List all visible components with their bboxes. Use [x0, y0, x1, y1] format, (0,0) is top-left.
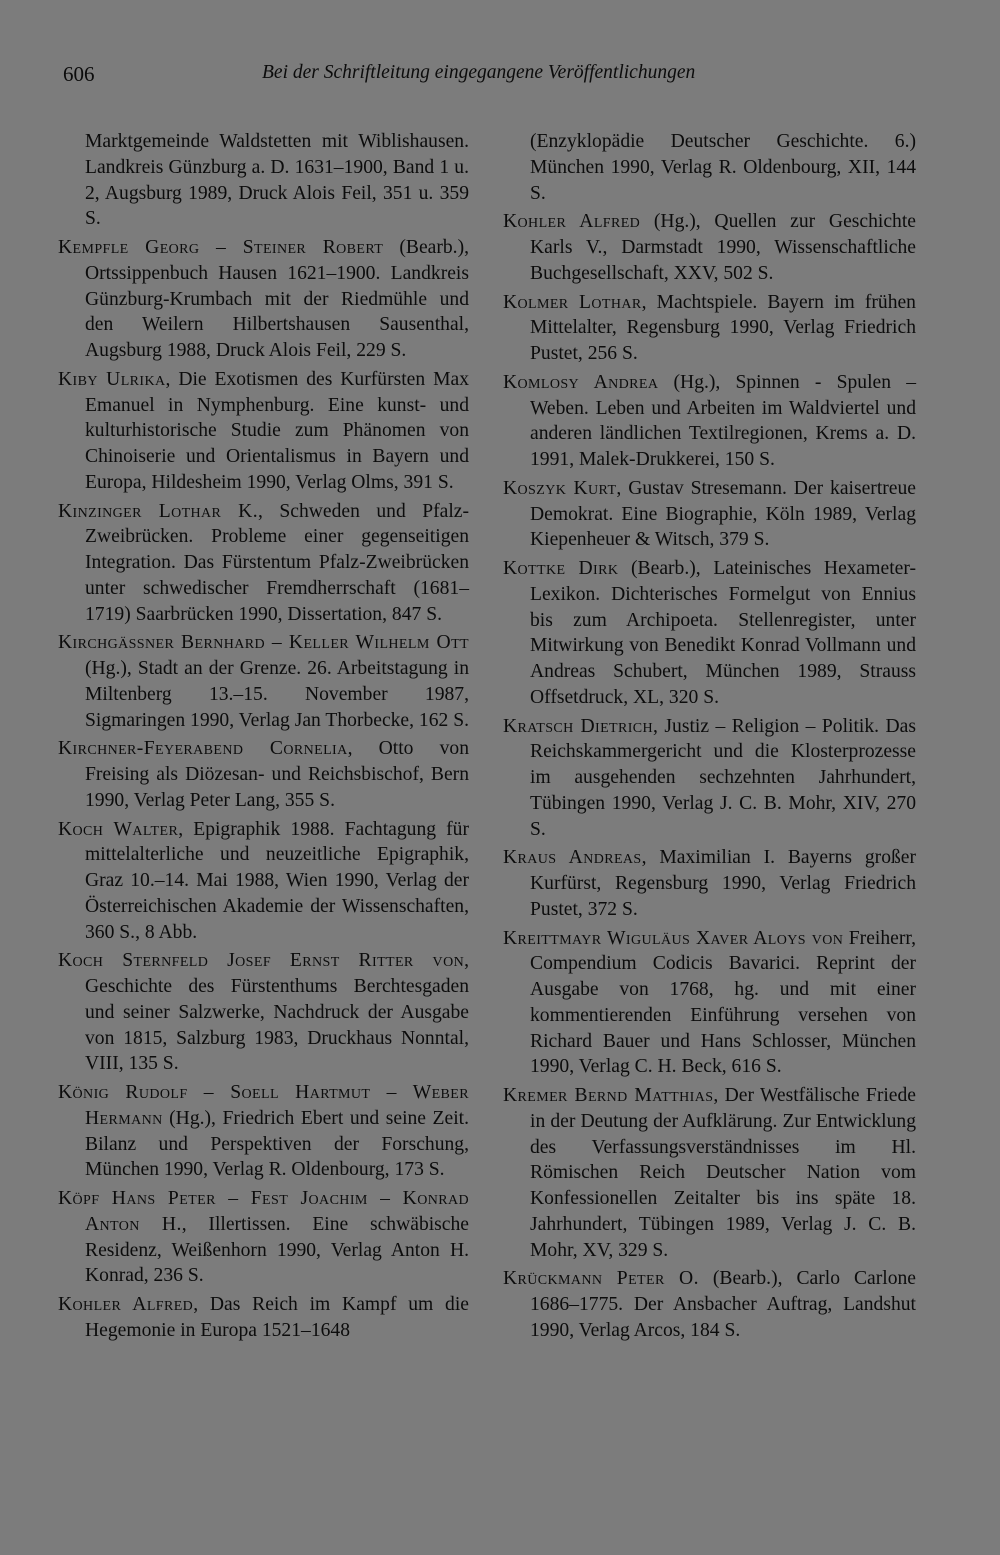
bibliography-entry	[58, 367, 469, 496]
entry-text: (Hg.), Stadt an der Grenze. 26. Arbeitstagung in Miltenberg 13.–15. November 1987, Sigmaringen 1990, Verlag Jan Thorbecke, 162 S.	[85, 658, 470, 731]
bibliography-entry	[58, 1186, 469, 1289]
entry-author: Krückmann Peter O.	[503, 1268, 699, 1290]
entry-text: (Bearb.), Lateinisches Hexameter-Lexikon. Dichterisches Formelgut von Ennius bis zum Archipoeta. Stellenregister, unter Mitwirkung von Benedikt Konrad Vollmann und Andreas Schubert, München 1989, Strauss Offsetdruck, XL, 320 S.	[530, 558, 916, 708]
entry-author: Koch Sternfeld Josef Ernst Ritter von	[58, 950, 465, 972]
bibliography-entry	[503, 1083, 916, 1263]
entry-text: (Enzyklopädie Deutscher Geschichte. 6.) München 1990, Verlag R. Oldenbourg, XII, 144 S.	[530, 131, 916, 204]
entry-text: Marktgemeinde Waldstetten mit Wiblishausen. Landkreis Günzburg a. D. 1631–1900, Band 1 u. 2, Augsburg 1989, Druck Alois Feil, 351 u. 359 S.	[85, 131, 469, 230]
entry-author: Kremer Bernd Matthias	[503, 1085, 714, 1106]
entry-text: , Der Westfälische Friede in der Deutung der Aufklärung. Zur Entwicklung des Verfassungsverständnisses im Hl. Römischen Reich Deutscher Nation vom Konfessionellen Zeitalter bis ins späte 18. Jahrhundert, Tübingen 1989, Verlag J. C. B. Mohr, XV, 329 S.	[530, 1085, 916, 1261]
bibliography-entry	[503, 926, 916, 1081]
entry-author: Kohler Alfred	[503, 211, 641, 233]
entry-text: , Gustav Stresemann. Der kaisertreue Demokrat. Eine Biographie, Köln 1989, Verlag Kiepenheuer & Witsch, 379 S.	[530, 477, 916, 551]
bibliography-entry	[58, 736, 469, 813]
bibliography-entry	[503, 370, 916, 473]
entry-text: , Justiz – Religion – Politik. Das Reichskammergericht und die Klosterprozesse im ausgehenden sechzehnten Jahrhundert, Tübingen 1990, Verlag J. C. B. Mohr, XIV, 270 S.	[530, 715, 916, 840]
entry-text: , Epigraphik 1988. Fachtagung für mittelalterliche und neuzeitliche Epigraphik, Graz 10.–14. Mai 1988, Wien 1990, Verlag der Österreichischen Akademie der Wissenschaften, 360 S., 8 Abb.	[85, 818, 470, 943]
entry-author: Komlosy Andrea	[503, 371, 659, 393]
bibliography-entry	[503, 209, 916, 286]
bibliography-entry	[503, 476, 916, 553]
bibliography-entry	[503, 556, 916, 711]
entry-author: Kraus Andreas	[503, 847, 642, 869]
entry-author: Koch Walter	[58, 818, 179, 840]
entry-text: , Die Exotismen des Kurfürsten Max Emanuel in Nymphenburg. Eine kunst- und kulturhistorische Studie zum Phänomen von Chinoiserie und Orientalismus in Bayern und Europa, Hildesheim 1990, Verlag Olms, 391 S.	[85, 368, 469, 493]
bibliography-entry	[503, 129, 916, 206]
entry-author: Kolmer Lothar	[503, 291, 642, 313]
entry-text: , Maximilian I. Bayerns großer Kurfürst, Regensburg 1990, Verlag Friedrich Pustet, 372 S.	[530, 847, 917, 920]
entry-author: Koszyk Kurt	[503, 477, 617, 499]
bibliography-entry	[58, 235, 469, 364]
entry-text: , Illertissen. Eine schwäbische Residenz, Weißenhorn 1990, Verlag Anton H. Konrad, 236 S.	[85, 1213, 469, 1287]
bibliography-entry	[503, 1266, 916, 1343]
entry-author: Kreittmayr Wiguläus Xaver Aloys von	[503, 927, 844, 949]
entry-author: Kirchner-Feyerabend Cornelia	[58, 738, 348, 760]
running-title: Bei der Schriftleitung eingegangene Veröffentlichungen	[262, 62, 696, 83]
right-column	[503, 129, 916, 1347]
left-column	[58, 129, 469, 1347]
bibliography-entry	[503, 845, 916, 922]
entry-author: Kempfle Georg – Steiner Robert	[58, 237, 384, 258]
entry-text: (Hg.), Friedrich Ebert und seine Zeit. Bilanz und Perspektiven der Forschung, München 1990, Verlag R. Oldenbourg, 173 S.	[85, 1107, 469, 1181]
bibliography-entry	[503, 714, 916, 843]
entry-author: Kohler Alfred	[58, 1294, 194, 1315]
entry-author: Kiby Ulrika	[58, 368, 166, 390]
entry-text: , Das Reich im Kampf um die Hegemonie in Europa 1521–1648	[85, 1294, 469, 1341]
bibliography-entry	[58, 948, 469, 1077]
entry-text: (Bearb.), Ortssippenbuch Hausen 1621–1900. Landkreis Günzburg-Krumbach mit der Riedmühle und den Weilern Hilbertshausen Sausenthal, Augsburg 1988, Druck Alois Feil, 229 S.	[85, 237, 470, 361]
entry-text: , Machtspiele. Bayern im frühen Mittelalter, Regensburg 1990, Verlag Friedrich Pustet, 256 S.	[530, 291, 916, 364]
entry-author: Kottke Dirk	[503, 558, 619, 579]
entry-text: , Otto von Freising als Diözesan- und Reichsbischof, Bern 1990, Verlag Peter Lang, 355 S.	[85, 738, 469, 811]
bibliography-entry	[58, 1080, 469, 1183]
bibliography-entry	[58, 1292, 469, 1344]
entry-author: Kratsch Dietrich	[503, 715, 654, 737]
entry-text: (Hg.), Spinnen - Spulen – Weben. Leben und Arbeiten im Waldviertel und anderen ländlichen Textilregionen, Krems a. D. 1991, Malek-Drukkerei, 150 S.	[530, 371, 916, 470]
entry-text: , Schweden und Pfalz-Zweibrücken. Probleme einer gegenseitigen Integration. Das Fürstentum Pfalz-Zweibrücken unter schwedischer Fremdherrschaft (1681–1719) Saarbrücken 1990, Dissertation, 847 S.	[85, 500, 469, 625]
entry-text: , Geschichte des Fürstenthums Berchtesgaden und seiner Salzwerke, Nachdruck der Ausgabe von 1815, Salzburg 1983, Druckhaus Nonntal, VIII, 135 S.	[85, 950, 469, 1075]
bibliography-entry	[58, 817, 469, 946]
bibliography-entry	[58, 129, 469, 232]
bibliography-entry	[503, 290, 916, 367]
entry-text: (Bearb.), Carlo Carlone 1686–1775. Der Ansbacher Auftrag, Landshut 1990, Verlag Arcos, 184 S.	[530, 1268, 916, 1341]
entry-text: (Hg.), Quellen zur Geschichte Karls V., Darmstadt 1990, Wissenschaftliche Buchgesellschaft, XXV, 502 S.	[530, 211, 916, 284]
entry-author: Köpf Hans Peter – Fest Joachim – Konrad Anton H.	[58, 1188, 469, 1235]
entry-author: Kirchgässner Bernhard – Keller Wilhelm Ott	[58, 632, 469, 654]
bibliography-entry	[58, 630, 469, 733]
entry-author: Kinzinger Lothar K.	[58, 500, 259, 522]
page-header	[0, 62, 1000, 92]
page-number: 606	[63, 62, 95, 86]
entry-author: König Rudolf – Soell Hartmut – Weber Hermann	[58, 1082, 469, 1129]
entry-text: Freiherr, Compendium Codicis Bavarici. Reprint der Ausgabe von 1768, hg. und mit einer kommentierenden Einführung versehen von Richard Bauer und Hans Schlosser, München 1990, Verlag C. H. Beck, 616 S.	[530, 927, 916, 1078]
bibliography-entry	[58, 499, 469, 628]
